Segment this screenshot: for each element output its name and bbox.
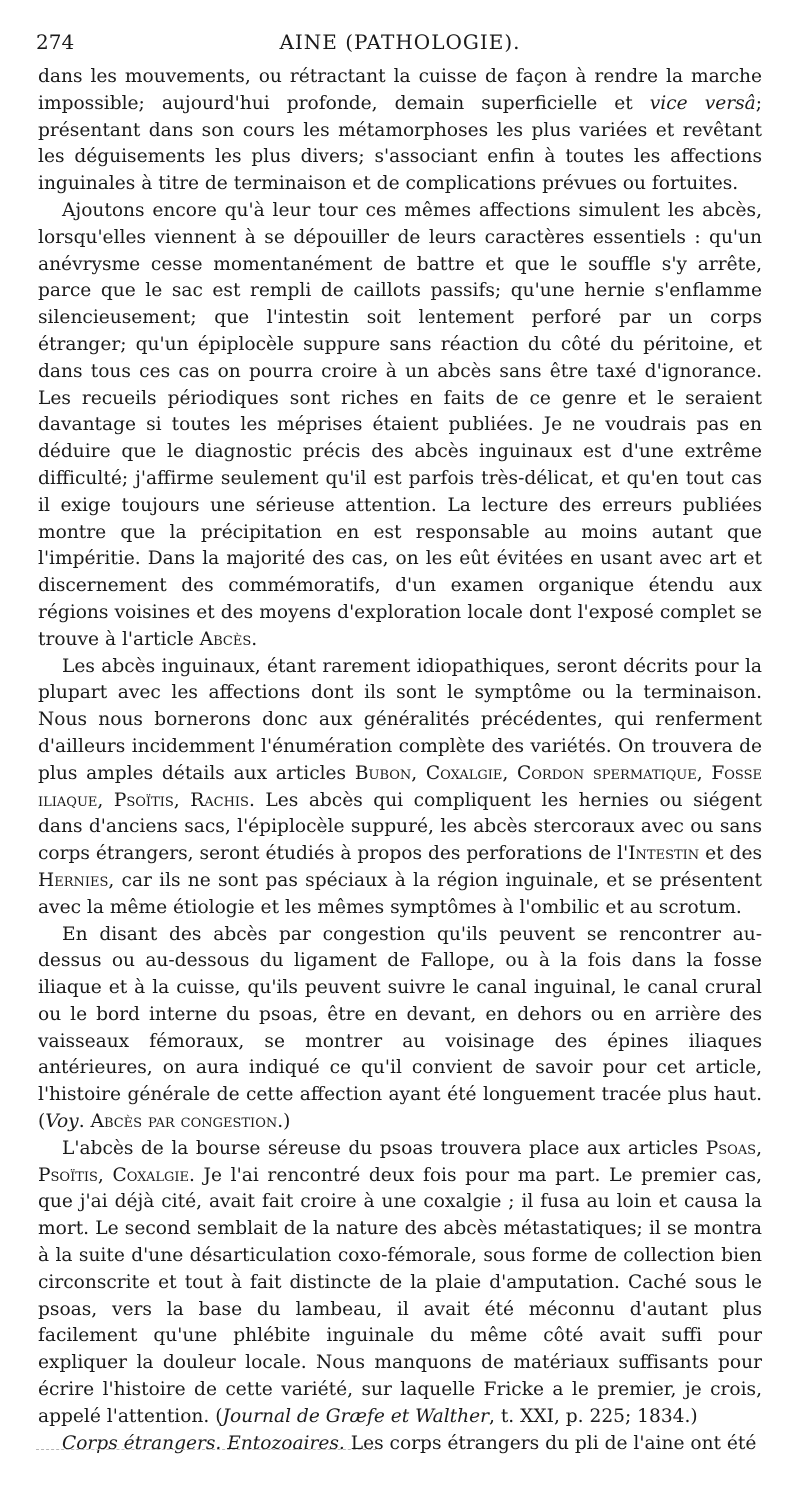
- paragraph-continuation: [38, 64, 762, 198]
- italic-run: Corps étrangers. Entozoaires.: [62, 1432, 345, 1454]
- text-run: . Les abcès qui compliquent les hernies ou siégent dans d'anciens sacs, l'épiplocèle suppuré, les abcès stercoraux avec ou sans corps étrangers, seront étudiés à propos des perforations de l': [38, 789, 762, 865]
- paragraph-psoas-bursa-abscess: [38, 1136, 762, 1431]
- text-run: ,: [411, 762, 426, 784]
- small-caps-run: Cordon spermatique: [517, 762, 697, 784]
- small-caps-run: Intestin: [628, 843, 700, 865]
- paragraph-congestion-abscesses: [38, 922, 762, 1136]
- small-caps-run: Abcès: [199, 628, 252, 650]
- text-run: En disant des abcès par congestion qu'ils peuvent se rencontrer au-dessus ou au-dessous du ligament de Fallope, ou à la fois dans la fosse iliaque et à la cuisse, qu'ils peuvent suivre le canal inguinal, le canal crural ou le bord interne du psoas, être en devant, en dehors ou en arrière des vaisseaux fémoraux, se montrer au voisinage des épines iliaques antérieures, on aura indiqué ce qu'il convient de savoir pour cet article, l'histoire générale de cette affection ayant été longuement tracée plus haut. (: [38, 923, 762, 1133]
- small-caps-run: Psoïtis: [38, 1164, 98, 1186]
- text-run: Les corps étrangers du pli de l'aine ont été: [344, 1432, 757, 1454]
- text-run: et des: [699, 843, 762, 865]
- text-run: . Je l'ai rencontré deux fois pour ma part. Le premier cas, que j'ai déjà cité, avait fait croire à une coxalgie ; il fusa au loin et causa la mort. Le second semblait de la nature des abcès métastatiques; il se montra à la suite d'une désarticulation coxo-fémorale, sous forme de collection bien circonscrite et tout à fait distincte de la plaie d'amputation. Caché sous le psoas, vers la base du lambeau, il avait été méconnu d'autant plus facilement qu'une phlébite inguinale du même côté avait suffi pour expliquer la douleur locale. Nous manquons de matériaux suffisants pour écrire l'histoire de cette variété, sur laquelle Fricke a le premier, je crois, appelé l'attention. (: [38, 1164, 762, 1427]
- small-caps-run: Bubon: [354, 762, 412, 784]
- paragraph-differential-diagnosis: [38, 198, 762, 654]
- running-title: AINE (PATHOLOGIE).: [279, 30, 521, 54]
- small-caps-run: Psoas: [705, 1137, 757, 1159]
- text-run: L'abcès de la bourse séreuse du psoas trouvera place aux articles: [62, 1137, 706, 1159]
- small-caps-run: Coxalgie: [425, 762, 503, 784]
- italic-run: vice versâ: [649, 92, 756, 114]
- text-run: , t. XXI, p. 225; 1834.): [489, 1405, 698, 1427]
- footer-smudge-line: [36, 1449, 376, 1450]
- italic-run: Voy: [45, 1111, 79, 1133]
- small-caps-run: Rachis: [190, 789, 249, 811]
- text-run: ,: [97, 789, 114, 811]
- text-run: Ajoutons encore qu'à leur tour ces mêmes affections simulent les abcès, lorsqu'elles viennent à se dépouiller de leurs caractères essentiels : qu'un anévrysme cesse momentanément de battre et que le souffle s'y arrête, parce que le sac est rempli de caillots passifs; qu'une hernie s'enflamme silencieusement; que l'intestin soit lentement perforé par un corps étranger; qu'un épiplocèle suppure sans réaction du côté du péritoine, et dans tous ces cas on pourra croire à un abcès sans être taxé d'ignorance. Les recueils périodiques sont riches en faits de ce genre et le seraient davantage si toutes les méprises étaient publiées. Je ne voudrais pas en déduire que le diagnostic précis des abcès inguinaux est d'une extrême difficulté; j'affirme seulement qu'il est parfois très-délicat, et qu'en tout cas il exige toujours une sérieuse attention. La lecture des erreurs publiées montre que la précipitation en est responsable au moins autant que l'impéritie. Dans la majorité des cas, on les eût évitées en usant avec art et discernement des commémoratifs, d'un examen organique étendu aux régions voisines et des moyens d'exploration locale dont l'exposé complet se trouve à l'article: [38, 199, 762, 650]
- text-run: .: [78, 1111, 91, 1133]
- text-run: ,: [173, 789, 191, 811]
- text-run: .: [251, 628, 258, 650]
- page-header: [36, 30, 764, 60]
- small-caps-run: Abcès par congestion: [90, 1111, 278, 1133]
- text-run: ,: [502, 762, 518, 784]
- small-caps-run: Hernies: [38, 869, 109, 891]
- text-run: dans les mouvements, ou rétractant la cuisse de façon à rendre la marche impossible; aujourd'hui profonde, demain superficielle et: [38, 66, 762, 114]
- text-run: , car ils ne sont pas spéciaux à la région inguinale, et se présentent avec la même étiologie et les mêmes symptômes à l'ombilic et au scrotum.: [38, 869, 762, 918]
- small-caps-run: Coxalgie: [112, 1164, 189, 1186]
- text-run: ; présentant dans son cours les métamorphoses les plus variées et revêtant les déguisements les plus divers; s'associant enfin à toutes les affections inguinales à titre de terminaison et de complications prévues ou fortuites.: [38, 92, 762, 195]
- text-run: ,: [756, 1137, 762, 1159]
- text-run: ,: [97, 1164, 113, 1186]
- small-caps-run: Psoïtis: [113, 789, 174, 811]
- text-run: ,: [696, 762, 712, 784]
- page-number: 274: [36, 30, 75, 54]
- text-run: .): [277, 1111, 291, 1133]
- text-run: Les abcès inguinaux, étant rarement idiopathiques, seront décrits pour la plupart avec les affections dont ils sont le symptôme ou la terminaison. Nous nous bornerons donc aux généralités précédentes, qui renferment d'ailleurs incidemment l'énumération complète des variétés. On trouvera de plus amples détails aux articles: [38, 655, 762, 784]
- small-caps-run: Fosse iliaque: [38, 762, 763, 811]
- italic-run: Journal de Græfe et Walther: [222, 1405, 490, 1427]
- paragraph-inguinal-abscesses: [38, 654, 762, 922]
- body-text: [38, 64, 762, 1457]
- paragraph-foreign-bodies: [38, 1431, 762, 1458]
